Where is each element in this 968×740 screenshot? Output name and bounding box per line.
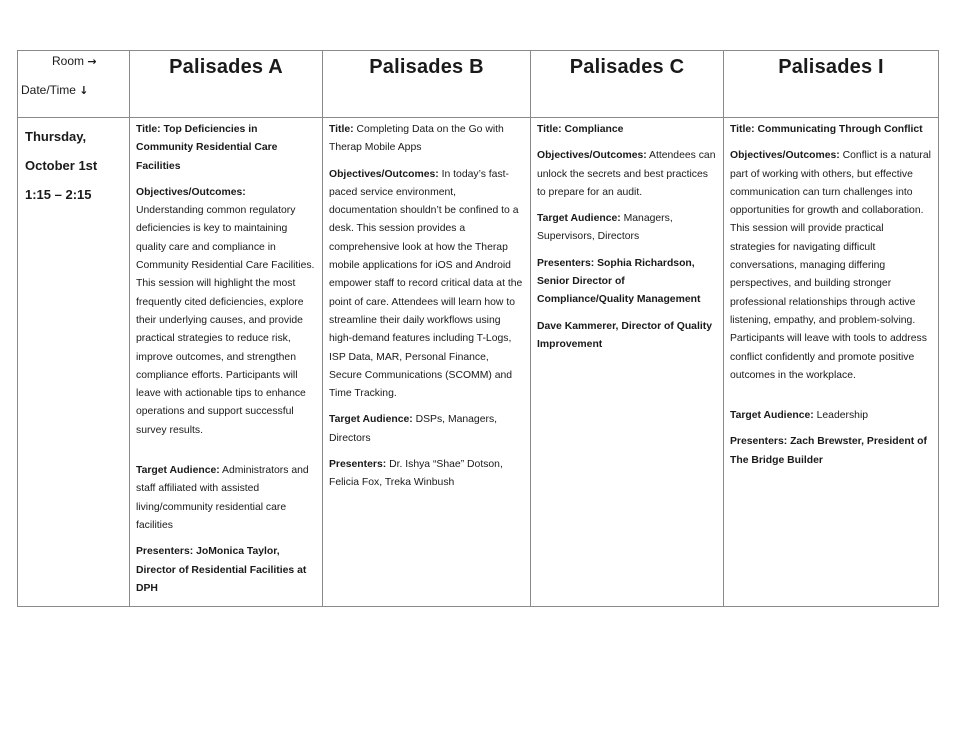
audience-label: Target Audience: (329, 414, 413, 426)
objectives-label: Objectives/Outcomes: (329, 168, 439, 180)
objectives-label: Objectives/Outcomes: (730, 150, 840, 162)
audience-text: DSPs, Managers, Directors (329, 414, 498, 444)
session-presenters (730, 433, 931, 470)
session-objectives (329, 166, 523, 404)
title-text: Compliance (564, 124, 624, 135)
date-axis-label (21, 83, 88, 97)
audience-label: Target Audience: (136, 465, 220, 477)
presenters-label: Presenters: (329, 459, 387, 471)
title-label: Title: (136, 124, 161, 135)
presenters-text: Zach Brewster, President of The Bridge Builder (730, 436, 927, 466)
title-text: Communicating Through Conflict (757, 124, 923, 135)
session-cell-palisades-c (531, 118, 724, 607)
session-audience (730, 407, 931, 425)
session-presenters (329, 456, 523, 493)
room-name: Palisades B (369, 56, 484, 78)
audience-label: Target Audience: (730, 410, 814, 422)
header-row (18, 51, 939, 118)
room-header-palisades-i (724, 51, 939, 118)
session-title (329, 121, 523, 158)
objectives-text: In today’s fast-paced service environment, documentation shouldn’t be confined to a desk. This session provides a comprehensive look at how the Therap mobile applications for iOS and Android empower staff to record critical data at the point of care. Attendees will learn how to streamline their daily workflows using high-demand features including T-Logs, ISP Data, MAR, Personal Finance, Secure Communications (SCOMM) and Time Tracking. (329, 168, 523, 400)
audience-text: Leadership (816, 410, 869, 422)
room-header-palisades-c (531, 51, 724, 118)
presenters-label: Presenters: (136, 546, 194, 558)
session-cell-palisades-i (724, 118, 939, 607)
presenters-text: Sophia Richardson, Senior Director of Compliance/Quality Management (537, 257, 701, 306)
audience-text: Managers, Supervisors, Directors (537, 213, 673, 243)
objectives-text: Conflict is a natural part of working with others, but effective communication can turn challenges into opportunities for growth and collaboration. This session will provide practical strategies for navigating difficult conversations, managing differing perspectives, and building stronger professional relationships through active listening, empathy, and problem-solving. Participants will leave with tools to address conflict confidently and promote positive outcomes in the workplace. (730, 150, 931, 381)
date-time-cell (18, 118, 130, 607)
room-header-palisades-b (323, 51, 531, 118)
session-presenters (136, 543, 315, 598)
date-time-label: Date/Time (21, 83, 76, 97)
session-title (537, 121, 716, 139)
session-cell-palisades-b (323, 118, 531, 607)
presenters-extra-text: Dave Kammerer, Director of Quality Improvement (537, 320, 712, 350)
corner-cell (18, 51, 130, 118)
objectives-text: Understanding common regulatory deficiencies is key to maintaining quality care and compliance in Community Residential Care Facilities. This session will highlight the most frequently cited deficiencies, explore their underlying causes, and provide practical strategies to reduce risk, improve outcomes, and strengthen compliance efforts. Participants will leave with actionable tips to enhance operations and support successful survey results. (136, 205, 315, 436)
session-row (18, 118, 939, 607)
room-name: Palisades A (169, 56, 283, 78)
room-header-palisades-a (130, 51, 323, 118)
audience-text: Administrators and staff affiliated with assisted living/community residential care facilities (136, 465, 309, 531)
session-audience (329, 411, 523, 448)
presenters-label: Presenters: (730, 436, 788, 448)
session-objectives (136, 184, 315, 440)
session-presenters (537, 255, 716, 310)
presenters-label: Presenters: (537, 257, 595, 269)
schedule-table (17, 50, 939, 607)
session-objectives (730, 147, 931, 385)
session-title (730, 121, 931, 139)
arrow-right-icon: → (87, 55, 97, 68)
arrow-down-icon: ↓ (79, 84, 89, 97)
objectives-label: Objectives/Outcomes: (136, 186, 246, 198)
session-presenters-extra (537, 318, 716, 355)
session-title (136, 121, 315, 176)
presenters-text: JoMonica Taylor, Director of Residential Facilities at DPH (136, 546, 307, 594)
title-label: Title: (537, 124, 562, 135)
audience-label: Target Audience: (537, 213, 621, 225)
session-cell-palisades-a (130, 118, 323, 607)
session-time: 1:15 – 2:15 (25, 187, 92, 202)
session-date: October 1st (25, 158, 98, 173)
objectives-text: Attendees can unlock the secrets and best practices to prepare for an audit. (537, 150, 716, 198)
title-label: Title: (730, 124, 755, 135)
room-name: Palisades I (778, 56, 884, 78)
room-axis-label (52, 54, 97, 68)
room-name: Palisades C (569, 56, 685, 78)
presenters-text: Dr. Ishya “Shae” Dotson, Felicia Fox, Treka Winbush (329, 459, 503, 489)
title-text: Completing Data on the Go with Therap Mobile Apps (329, 124, 504, 154)
session-objectives (537, 147, 716, 202)
session-audience (537, 210, 716, 247)
session-audience (136, 462, 315, 535)
title-label: Title: (329, 124, 354, 135)
objectives-label: Objectives/Outcomes: (537, 150, 647, 162)
session-day: Thursday, (25, 129, 87, 144)
room-label: Room (52, 54, 85, 68)
title-text: Top Deficiencies in Community Residential Care Facilities (136, 124, 278, 172)
